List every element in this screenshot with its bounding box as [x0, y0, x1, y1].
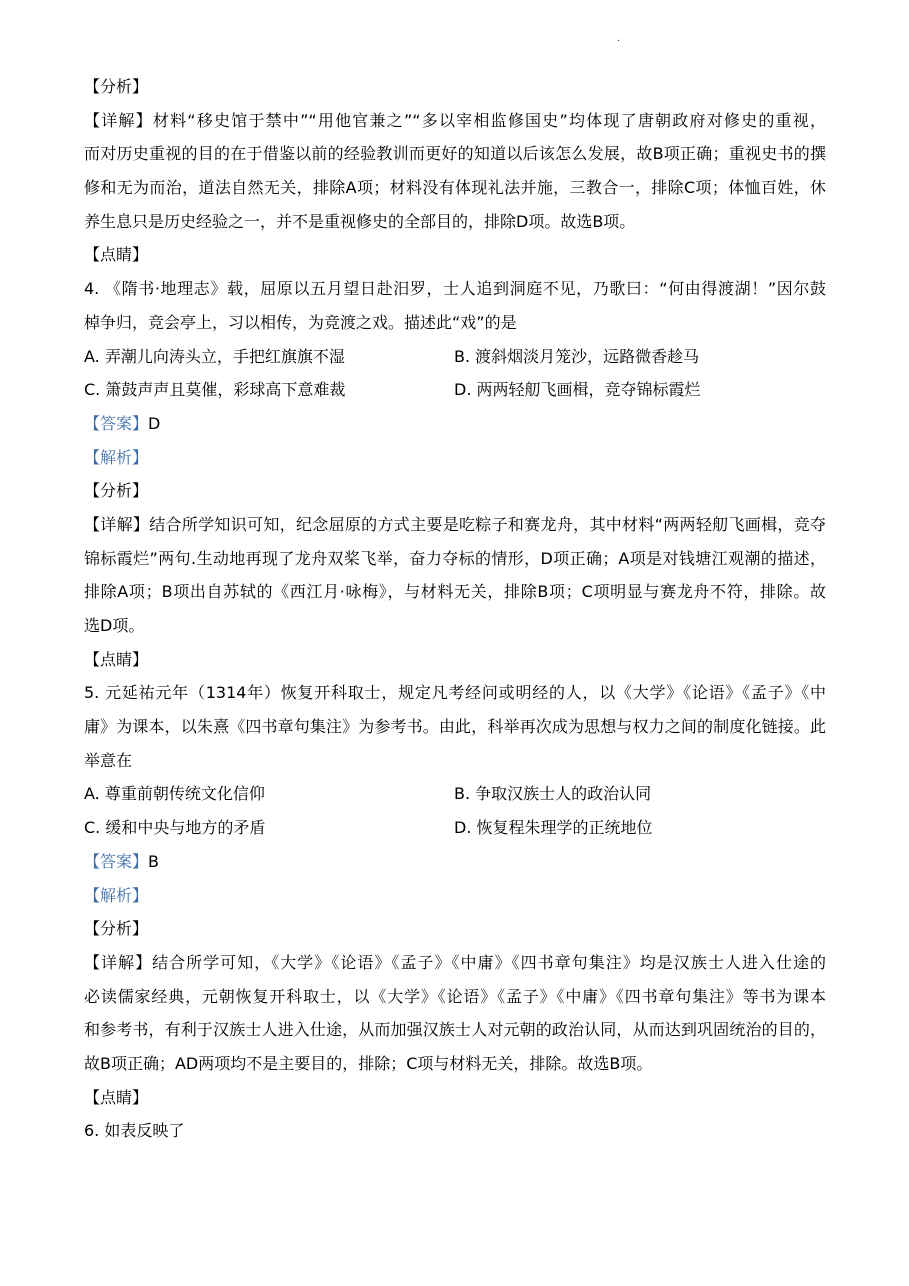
q5-option-b: B. 争取汉族士人的政治认同 [454, 784, 652, 804]
q4-stem-line-1: 4. 《隋书·地理志》载，屈原以五月望日赴汨罗，士人追到洞庭不见，乃歌曰：“何由得渡湖！”因尔鼓 [84, 279, 826, 299]
q4-answer [84, 407, 826, 441]
q4-stem-line-2: 棹争归，竞会亭上，习以相传，为竞渡之戏。描述此“戏”的是 [84, 312, 517, 332]
analysis-label: 【分析】 [84, 77, 149, 96]
q4-comment-label: 【点睛】 [84, 649, 149, 669]
q5-fenxi-label: 【分析】 [84, 919, 149, 939]
q5-answer-label: 【答案】 [84, 851, 149, 871]
q5-explanation-line-1: 【详解】结合所学可知，《大学》《论语》《孟子》《中庸》《四书章句集注》均是汉族士人进入仕途的 [84, 952, 826, 972]
document-body [84, 70, 826, 1148]
q3-explanation-line-4: 养生息只是历史经验之一，并不是重视修史的全部目的，排除D项。故选B项。 [84, 211, 636, 231]
q5-option-d: D. 恢复程朱理学的正统地位 [454, 818, 653, 838]
q4-option-c: C. 箫鼓声声且莫催，彩球高下意难裁 [84, 380, 346, 400]
q4-options-row-2 [84, 373, 826, 407]
q3-explanation-line-2: 而对历史重视的目的在于借鉴以前的经验教训而更好的知道以后该怎么发展，故B项正确；重视史书的撰 [84, 144, 826, 164]
q5-options-row-2 [84, 811, 826, 845]
q5-options-row-1 [84, 777, 826, 811]
q5-answer-value: B [148, 851, 159, 871]
q4-answer-label: 【答案】 [84, 413, 149, 433]
q4-fenxi-label: 【分析】 [84, 481, 149, 501]
q5-option-a: A. 尊重前朝传统文化信仰 [84, 784, 265, 804]
q4-jiexi-label: 【解析】 [84, 447, 149, 467]
q4-explanation-line-1: 【详解】结合所学知识可知，纪念屈原的方式主要是吃粽子和赛龙舟，其中材料“两两轻舠飞画楫，竞夺 [84, 514, 826, 534]
q4-options-row-1 [84, 340, 826, 374]
q3-comment-label: 【点睛】 [84, 245, 149, 265]
q5-stem-line-2: 庸》为课本，以朱熹《四书章句集注》为参考书。由此，科举再次成为思想与权力之间的制度化链接。此 [84, 717, 826, 737]
q5-answer [84, 845, 826, 879]
q4-option-a: A. 弄潮儿向涛头立，手把红旗旗不湿 [84, 346, 345, 366]
q5-explanation-line-3: 和参考书，有利于汉族士人进入仕途，从而加强汉族士人对元朝的政治认同，从而达到巩固统治的目的， [84, 1020, 826, 1040]
q4-explanation-line-4: 选D项。 [84, 616, 145, 635]
q4-answer-value: D [148, 413, 161, 433]
q3-explanation-line-1: 【详解】材料“移史馆于禁中”“用他官兼之”“多以宰相监修国史”均体现了唐朝政府对修史的重视， [84, 110, 826, 130]
page-header-dot: . [617, 33, 621, 44]
q5-explanation-line-4: 故B项正确；AD两项均不是主要目的，排除；C项与材料无关，排除。故选B项。 [84, 1053, 653, 1073]
q4-option-d: D. 两两轻舠飞画楫，竞夺锦标霞烂 [454, 380, 701, 400]
q5-comment-label: 【点睛】 [84, 1087, 149, 1107]
q5-stem-line-1: 5. 元延祐元年（1314年）恢复开科取士，规定凡考经问或明经的人，以《大学》《论语》《孟子》《中 [84, 683, 826, 703]
q5-option-c: C. 缓和中央与地方的矛盾 [84, 818, 266, 838]
q3-explanation-line-3: 修和无为而治，道法自然无关，排除A项；材料没有体现礼法并施，三教合一，排除C项；体恤百姓，休 [84, 178, 826, 198]
q5-stem-line-3: 举意在 [84, 750, 133, 770]
q4-explanation-line-3: 排除A项；B项出自苏轼的《西江月·咏梅》，与材料无关，排除B项；C项明显与赛龙舟不符，排除。故 [84, 582, 826, 602]
q4-explanation-line-2: 锦标霞烂”两句.生动地再现了龙舟双桨飞举，奋力夺标的情形，D项正确；A项是对钱塘江观潮的描述， [84, 548, 826, 568]
q6-stem-line-1: 6. 如表反映了 [84, 1121, 185, 1141]
q5-jiexi-label: 【解析】 [84, 885, 149, 905]
q5-explanation-line-2: 必读儒家经典，元朝恢复开科取士，以《大学》《论语》《孟子》《中庸》《四书章句集注》等书为课本 [84, 986, 826, 1006]
q4-option-b: B. 渡斜烟淡月笼沙，远路微香趁马 [454, 346, 700, 366]
